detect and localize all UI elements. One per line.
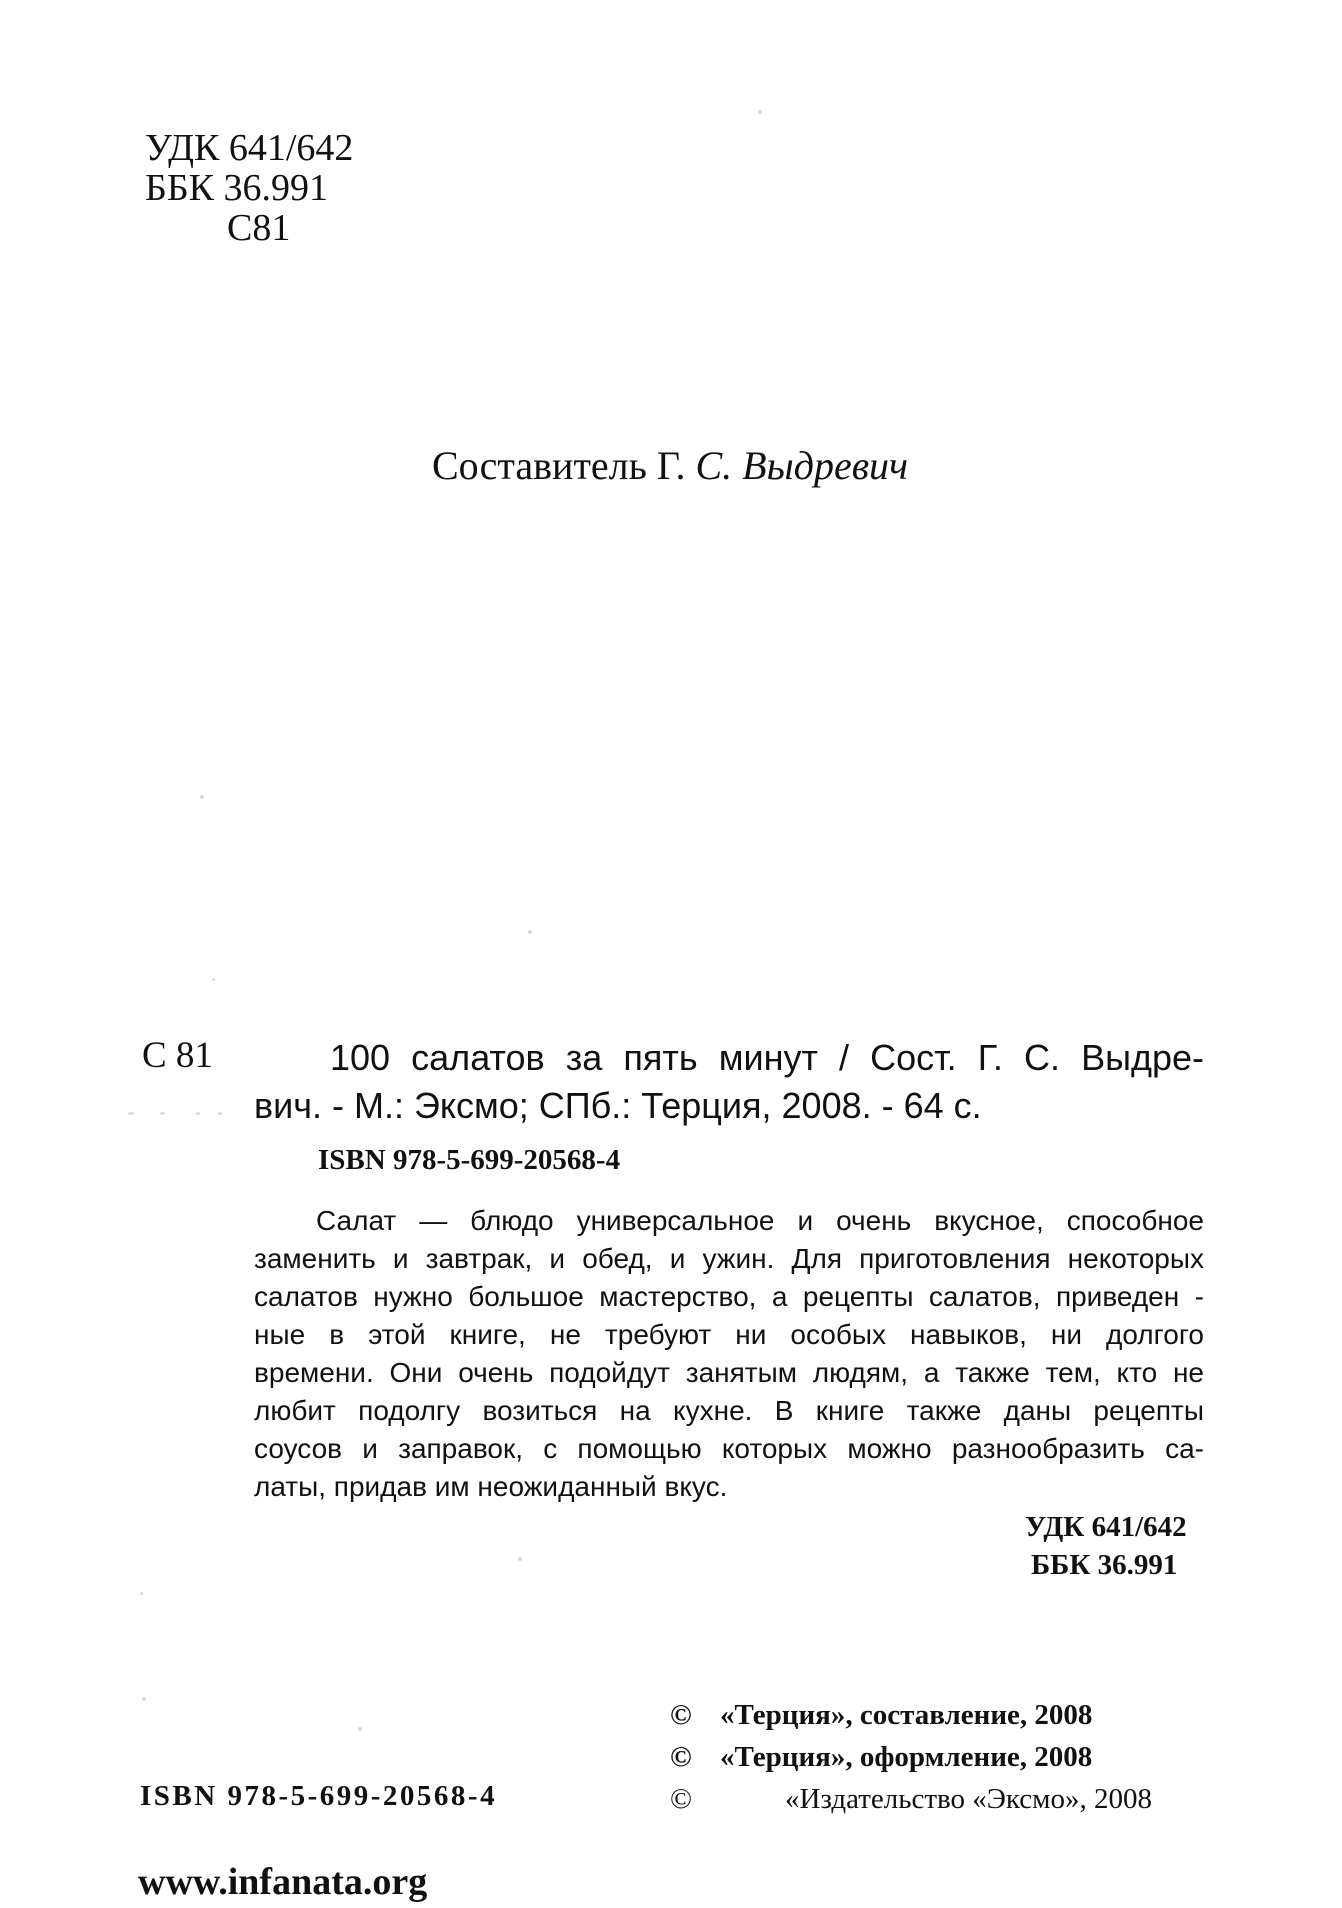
annotation-line: ные в этой книге, не требуют ни особых навыков, ни долгого [254, 1319, 1204, 1350]
compiler-line [432, 442, 908, 489]
bbk-code-bottom: ББК 36.991 [1031, 1549, 1178, 1581]
scan-speck [758, 110, 762, 114]
scan-speck [528, 930, 532, 934]
copyright-block [670, 1694, 1152, 1820]
annotation-line: соусов и заправок, с помощью которых можно разнообразить са- [254, 1433, 1204, 1464]
copyright-line [670, 1694, 1152, 1736]
isbn-entry: ISBN 978-5-699-20568-4 [318, 1144, 621, 1176]
copyright-icon: © [670, 1699, 692, 1731]
annotation-line: Салат — блюдо универсальное и очень вкусное, способное [316, 1205, 1204, 1236]
scan-speck [212, 978, 215, 981]
scan-speck [160, 1112, 165, 1115]
annotation-line: времени. Они очень подойдут занятым людям, а также тем, кто не [254, 1357, 1204, 1388]
annotation-line: салатов нужно большое мастерство, а рецепты салатов, приведен - [254, 1281, 1204, 1312]
bottom-classification [1025, 1508, 1187, 1584]
website-link[interactable]: www.infanata.org [138, 1861, 428, 1903]
annotation-line: любит подолгу возиться на кухне. В книге также даны рецепты [254, 1395, 1204, 1426]
bib-line: вич. - М.: Эксмо; СПб.: Терция, 2008. - 64 с. [254, 1085, 982, 1126]
compiler-name: С. Выдревич [695, 443, 909, 488]
classification-block [145, 128, 353, 248]
scan-speck [200, 795, 204, 799]
isbn-footer: ISBN 978-5-699-20568-4 [140, 1780, 498, 1812]
scan-speck [196, 1112, 200, 1115]
copyright-line [670, 1778, 1152, 1820]
bbk-code: ББК 36.991 [145, 167, 328, 209]
cutter-mark: С 81 [142, 1035, 213, 1076]
scan-speck [358, 1727, 362, 1731]
annotation-paragraph [254, 1202, 1204, 1506]
copyright-text: «Издательство «Эксмо», 2008 [785, 1783, 1153, 1815]
scan-speck [218, 1112, 222, 1115]
author-mark: С81 [227, 207, 291, 249]
udk-code-bottom: УДК 641/642 [1025, 1511, 1187, 1543]
annotation-line: латы, придав им неожиданный вкус. [254, 1471, 728, 1502]
udk-code: УДК 641/642 [145, 127, 354, 169]
scan-speck [140, 1592, 143, 1595]
copyright-line [670, 1736, 1152, 1778]
copyright-text: «Терция», оформление, 2008 [720, 1741, 1093, 1773]
scan-speck [518, 1557, 522, 1561]
annotation-line: заменить и завтрак, и обед, и ужин. Для приготовления некоторых [254, 1243, 1204, 1274]
copyright-text: «Терция», составление, 2008 [720, 1699, 1093, 1731]
copyright-icon: © [670, 1741, 692, 1773]
bibliographic-entry [254, 1034, 1204, 1130]
compiler-prefix: Составитель Г. [432, 443, 686, 488]
scan-speck [142, 1697, 146, 1701]
bib-line: 100 салатов за пять минут / Сост. Г. С. Выдре- [330, 1037, 1204, 1078]
scan-speck [128, 1112, 134, 1115]
copyright-icon: © [670, 1783, 693, 1815]
